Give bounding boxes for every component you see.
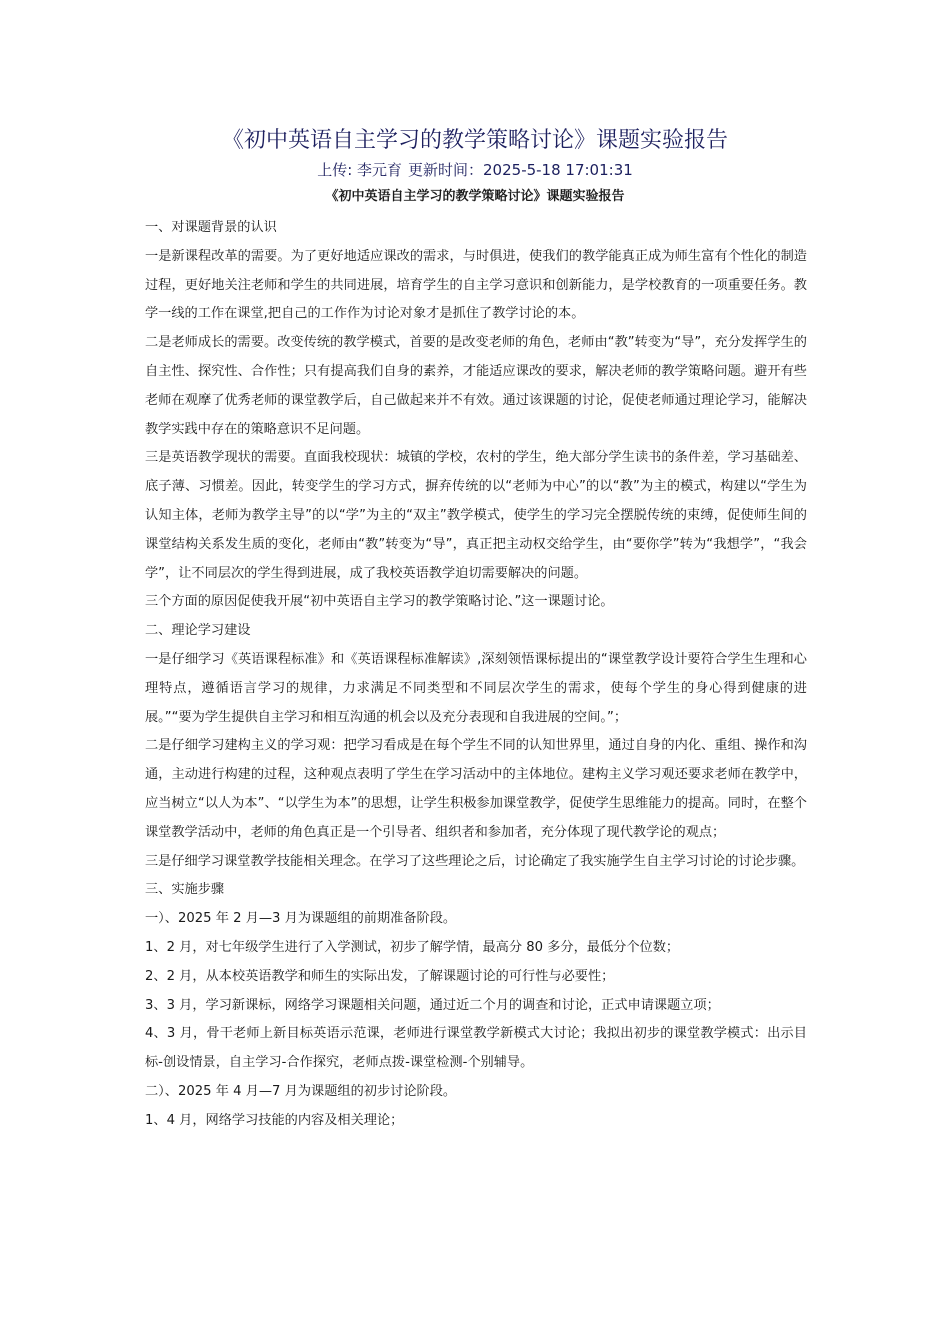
paragraph: 二是仔细学习建构主义的学习观：把学习看成是在每个学生不同的认知世界里，通过自身的内化、重组、操作和沟通，主动进行构建的过程，这种观点表明了学生在学习活动中的主体地位。建构主义学习观还要求老师在教学中，应当树立“以人为本”、“以学生为本”的思想，让学生积极参加课堂教学，促使学生思维能力的提高。同时，在整个课堂教学活动中，老师的角色真正是一个引导者、组织者和参加者，充分体现了现代教学论的观点； bbox=[145, 738, 807, 840]
section-heading: 二、理论学习建设 bbox=[145, 623, 251, 639]
document-meta bbox=[0, 158, 950, 182]
list-item: 3、3 月，学习新课标，网络学习课题相关问题，通过近二个月的调查和讨论，正式申请课题立项； bbox=[145, 997, 720, 1013]
phase-heading: 一）、2025 年 2 月—3 月为课题组的前期准备阶段。 bbox=[145, 911, 457, 927]
paragraph: 三是仔细学习课堂教学技能相关理念。在学习了这些理论之后，讨论确定了我实施学生自主学习讨论的讨论步骤。 bbox=[145, 853, 805, 869]
document-title: 《初中英语自主学习的教学策略讨论》课题实验报告 bbox=[221, 128, 728, 153]
document-body bbox=[145, 214, 807, 1136]
section-heading: 一、对课题背景的认识 bbox=[145, 220, 277, 235]
document-subtitle: 《初中英语自主学习的教学策略讨论》课题实验报告 bbox=[325, 189, 625, 204]
uploader-info: 上传: 李元育 bbox=[317, 161, 403, 179]
list-item: 2、2 月，从本校英语教学和师生的实际出发，了解课题讨论的可行性与必要性； bbox=[145, 968, 615, 984]
paragraph: 一是仔细学习《英语课程标准》和《英语课程标准解读》,深刻领悟课标提出的“课堂教学设计要符合学生生理和心理特点，遵循语言学习的规律，力求满足不同类型和不同层次学生的需求，使每个学生的身心得到健康的进展。”“要为学生提供自主学习和相互沟通的机会以及充分表现和自我进展的空间。”； bbox=[145, 651, 807, 725]
paragraph: 二是老师成长的需要。改变传统的教学模式，首要的是改变老师的角色，老师由“教”转变为“导”，充分发挥学生的自主性、探究性、合作性；只有提高我们自身的素养，才能适应课改的要求，解决老师的教学策略问题。避开有些老师在观摩了优秀老师的课堂教学后，自己做起来并不有效。通过该课题的讨论，促使老师通过理论学习，能解决教学实践中存在的策略意识不足问题。 bbox=[145, 335, 807, 437]
update-time: 更新时间：2025-5-18 17:01:31 bbox=[408, 161, 633, 179]
paragraph: 三个方面的原因促使我开展“初中英语自主学习的教学策略讨论、”这一课题讨论。 bbox=[145, 594, 614, 610]
list-item: 4、3 月，骨干老师上新目标英语示范课，老师进行课堂教学新模式大讨论；我拟出初步的课堂教学模式：出示目标-创设情景，自主学习-合作探究，老师点拨-课堂检测-个别辅导。 bbox=[145, 1026, 807, 1071]
list-item: 1、2 月，对七年级学生进行了入学测试，初步了解学情，最高分 80 多分，最低分个位数； bbox=[145, 939, 680, 955]
paragraph: 一是新课程改革的需要。为了更好地适应课改的需求，与时俱进，使我们的教学能真正成为师生富有个性化的制造过程，更好地关注老师和学生的共同进展，培育学生的自主学习意识和创新能力，是学校教育的一项重要任务。教学一线的工作在课堂,把自己的工作作为讨论对象才是抓住了教学讨论的本。 bbox=[145, 248, 807, 322]
section-heading: 三、实施步骤 bbox=[145, 882, 225, 898]
paragraph: 三是英语教学现状的需要。直面我校现状：城镇的学校，农村的学生，绝大部分学生读书的条件差，学习基础差、底子薄、习惯差。因此，转变学生的学习方式，摒弃传统的以“老师为中心”的以“教”为主的模式，构建以“学生为认知主体，老师为教学主导”的以“学”为主的“双主”教学模式，使学生的学习完全摆脱传统的束缚，促使师生间的课堂结构关系发生质的变化，老师由“教”转变为“导”，真正把主动权交给学生，由“要你学”转为“我想学”，“我会学”，让不同层次的学生得到进展，成了我校英语教学迫切需要解决的问题。 bbox=[145, 450, 807, 581]
phase-heading: 二）、2025 年 4 月—7 月为课题组的初步讨论阶段。 bbox=[145, 1083, 457, 1099]
list-item: 1、4 月，网络学习技能的内容及相关理论； bbox=[145, 1112, 404, 1128]
